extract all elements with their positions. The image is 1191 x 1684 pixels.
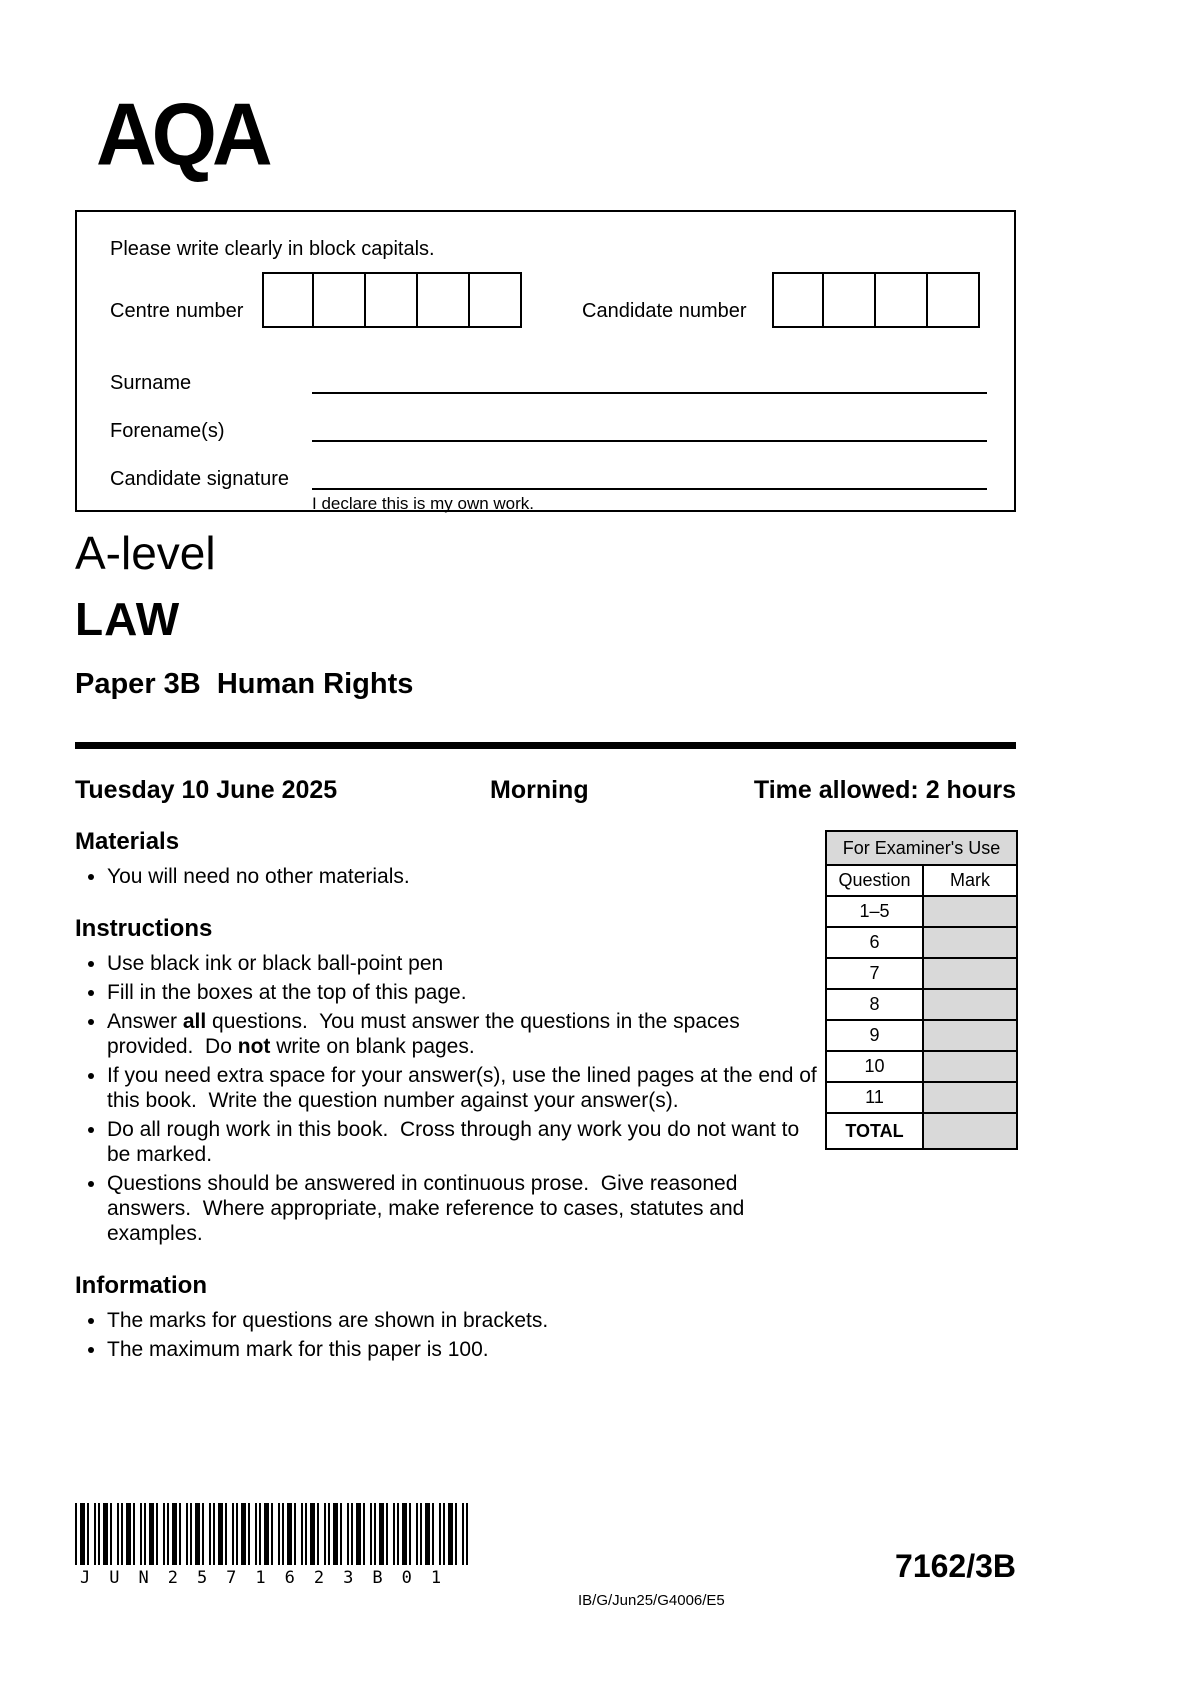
paper-code: 7162/3B <box>895 1548 1016 1584</box>
materials-item: • You will need no other materials. <box>107 864 817 889</box>
exam-date: Tuesday 10 June 2025 <box>75 776 338 804</box>
question-cell: 6 <box>826 927 923 958</box>
table-row <box>826 989 1017 1020</box>
centre-number-cell[interactable] <box>418 272 470 328</box>
question-cell: 11 <box>826 1082 923 1113</box>
information-item: • The marks for questions are shown in brackets. <box>107 1308 817 1333</box>
instructions-item: • Do all rough work in this book. Cross through any work you do not want to be marked. <box>107 1117 817 1167</box>
mark-cell <box>923 1020 1017 1051</box>
mark-cell <box>923 927 1017 958</box>
table-row <box>826 927 1017 958</box>
centre-number-cell[interactable] <box>366 272 418 328</box>
materials-heading: Materials <box>75 828 180 855</box>
table-row <box>826 896 1017 927</box>
exam-session: Morning <box>490 776 589 804</box>
instructions-item: • If you need extra space for your answer(s), use the lined pages at the end of this book. Write the question number against your answer(s). <box>107 1063 817 1113</box>
centre-number-boxes[interactable] <box>262 272 522 328</box>
question-cell: 10 <box>826 1051 923 1082</box>
surname-field[interactable] <box>312 368 987 394</box>
barcode <box>75 1503 470 1565</box>
instructions-item: • Use black ink or black ball-point pen <box>107 951 817 976</box>
candidate-number-label: Candidate number <box>582 300 747 322</box>
question-column-header: Question <box>826 865 923 896</box>
mark-cell <box>923 1082 1017 1113</box>
surname-label: Surname <box>110 372 192 394</box>
candidate-number-boxes[interactable] <box>772 272 980 328</box>
declaration-note: I declare this is my own work. <box>312 494 535 513</box>
total-mark-cell <box>923 1113 1017 1149</box>
candidate-number-cell[interactable] <box>824 272 876 328</box>
mark-cell <box>923 958 1017 989</box>
forenames-label: Forename(s) <box>110 420 225 442</box>
paper-title: Paper 3B Human Rights <box>75 668 414 700</box>
table-row <box>826 958 1017 989</box>
document-reference: IB/G/Jun25/G4006/E5 <box>578 1592 725 1609</box>
centre-number-cell[interactable] <box>262 272 314 328</box>
question-cell: 1–5 <box>826 896 923 927</box>
divider-rule <box>75 742 1016 749</box>
candidate-number-cell[interactable] <box>772 272 824 328</box>
candidate-number-cell[interactable] <box>928 272 980 328</box>
mark-column-header: Mark <box>923 865 1017 896</box>
barcode-text: JUN2571623B01 <box>80 1568 461 1588</box>
table-row <box>826 1113 1017 1149</box>
instructions-heading: Instructions <box>75 915 213 942</box>
question-cell: 8 <box>826 989 923 1020</box>
instructions-item: • Fill in the boxes at the top of this page. <box>107 980 817 1005</box>
aqa-logo: AQA <box>96 84 268 184</box>
mark-cell <box>923 896 1017 927</box>
centre-number-cell[interactable] <box>314 272 366 328</box>
centre-number-label: Centre number <box>110 300 244 322</box>
qualification-title: A-level <box>75 527 216 579</box>
front-page-text <box>75 828 823 1388</box>
materials-list <box>75 864 817 889</box>
forenames-field[interactable] <box>312 416 987 442</box>
examiner-table-title: For Examiner's Use <box>826 831 1017 865</box>
mark-cell <box>923 1051 1017 1082</box>
block-capitals-note: Please write clearly in block capitals. <box>110 238 435 260</box>
session-row <box>75 776 1016 808</box>
candidate-number-cell[interactable] <box>876 272 928 328</box>
question-cell: 9 <box>826 1020 923 1051</box>
table-row <box>826 1082 1017 1113</box>
table-row <box>826 1020 1017 1051</box>
information-item: • The maximum mark for this paper is 100. <box>107 1337 817 1362</box>
mark-cell <box>923 989 1017 1020</box>
instructions-list <box>75 951 823 1246</box>
centre-number-cell[interactable] <box>470 272 522 328</box>
instructions-item: • Questions should be answered in continuous prose. Give reasoned answers. Where appropriate, make reference to cases, statutes and examples. <box>107 1171 817 1246</box>
information-list <box>75 1308 817 1362</box>
candidate-signature-field[interactable] <box>312 464 987 490</box>
table-row <box>826 1051 1017 1082</box>
instructions-item: • Answer all questions. You must answer the questions in the spaces provided. Do not write on blank pages. <box>107 1009 817 1059</box>
examiner-use-table <box>825 830 1018 1150</box>
time-allowed: Time allowed: 2 hours <box>753 776 1016 804</box>
total-label-cell: TOTAL <box>826 1113 923 1149</box>
candidate-details-box <box>75 210 1016 512</box>
candidate-signature-label: Candidate signature <box>110 468 290 490</box>
information-heading: Information <box>75 1272 207 1299</box>
subject-title: LAW <box>75 593 181 645</box>
question-cell: 7 <box>826 958 923 989</box>
